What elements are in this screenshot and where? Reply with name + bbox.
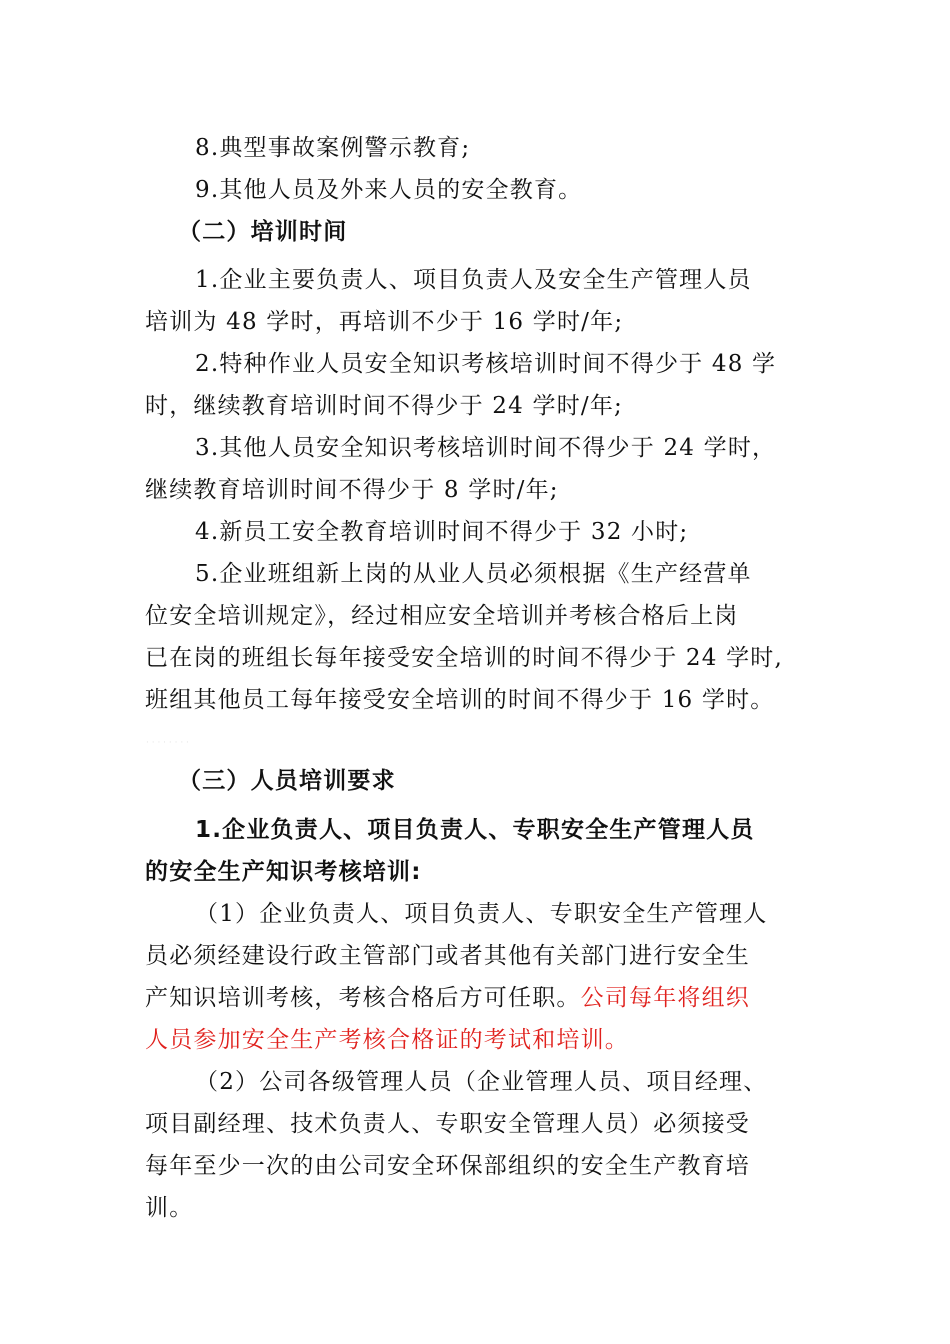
list-item-8: 8.典型事故案例警示教育; (195, 135, 471, 161)
highlighted-text: 人员参加安全生产考核合格证的考试和培训。 (145, 1027, 629, 1053)
paragraph-line: 1.企业主要负责人、项目负责人及安全生产管理人员 (195, 267, 752, 293)
paragraph-line: 继续教育培训时间不得少于 8 学时/年; (145, 477, 559, 503)
paragraph-line: 培训为 48 学时，再培训不少于 16 学时/年; (145, 309, 624, 335)
paragraph-line: 项目副经理、技术负责人、专职安全管理人员）必须接受 (145, 1111, 750, 1137)
paragraph-line: 员必须经建设行政主管部门或者其他有关部门进行安全生 (145, 943, 750, 969)
watermark-text: · · · · · · · · (146, 738, 189, 748)
paragraph-line: 班组其他员工每年接受安全培训的时间不得少于 16 学时。 (145, 687, 775, 713)
paragraph-line: 4.新员工安全教育培训时间不得少于 32 小时; (195, 519, 689, 545)
paragraph-line: 已在岗的班组长每年接受安全培训的时间不得少于 24 学时, (145, 645, 783, 671)
paragraph-line: 位安全培训规定》，经过相应安全培训并考核合格后上岗 (145, 603, 739, 629)
subheading-line: 的安全生产知识考核培训: (145, 859, 422, 885)
highlighted-text: 公司每年将组织 (580, 985, 751, 1011)
paragraph-line: （2）公司各级管理人员（企业管理人员、项目经理、 (195, 1069, 768, 1095)
paragraph-line (145, 983, 750, 1013)
paragraph-text: 产知识培训考核，考核合格后方可任职。 (145, 985, 581, 1011)
paragraph-line: （1）企业负责人、项目负责人、专职安全生产管理人 (195, 901, 768, 927)
paragraph-line: 时，继续教育培训时间不得少于 24 学时/年; (145, 393, 623, 419)
paragraph-line: 2.特种作业人员安全知识考核培训时间不得少于 48 学 (195, 351, 777, 377)
paragraph-line: 每年至少一次的由公司安全环保部组织的安全生产教育培 (145, 1153, 750, 1179)
list-item-9: 9.其他人员及外来人员的安全教育。 (195, 177, 583, 203)
paragraph-line: 3.其他人员安全知识考核培训时间不得少于 24 学时， (195, 435, 777, 461)
paragraph-line: 训。 (145, 1195, 194, 1221)
subheading-line: 1.企业负责人、项目负责人、专职安全生产管理人员 (195, 817, 755, 843)
section-heading-training-time: （二）培训时间 (178, 219, 348, 245)
paragraph-line: 5.企业班组新上岗的从业人员必须根据《生产经营单 (195, 561, 752, 587)
section-heading-requirements: （三）人员培训要求 (178, 768, 396, 794)
